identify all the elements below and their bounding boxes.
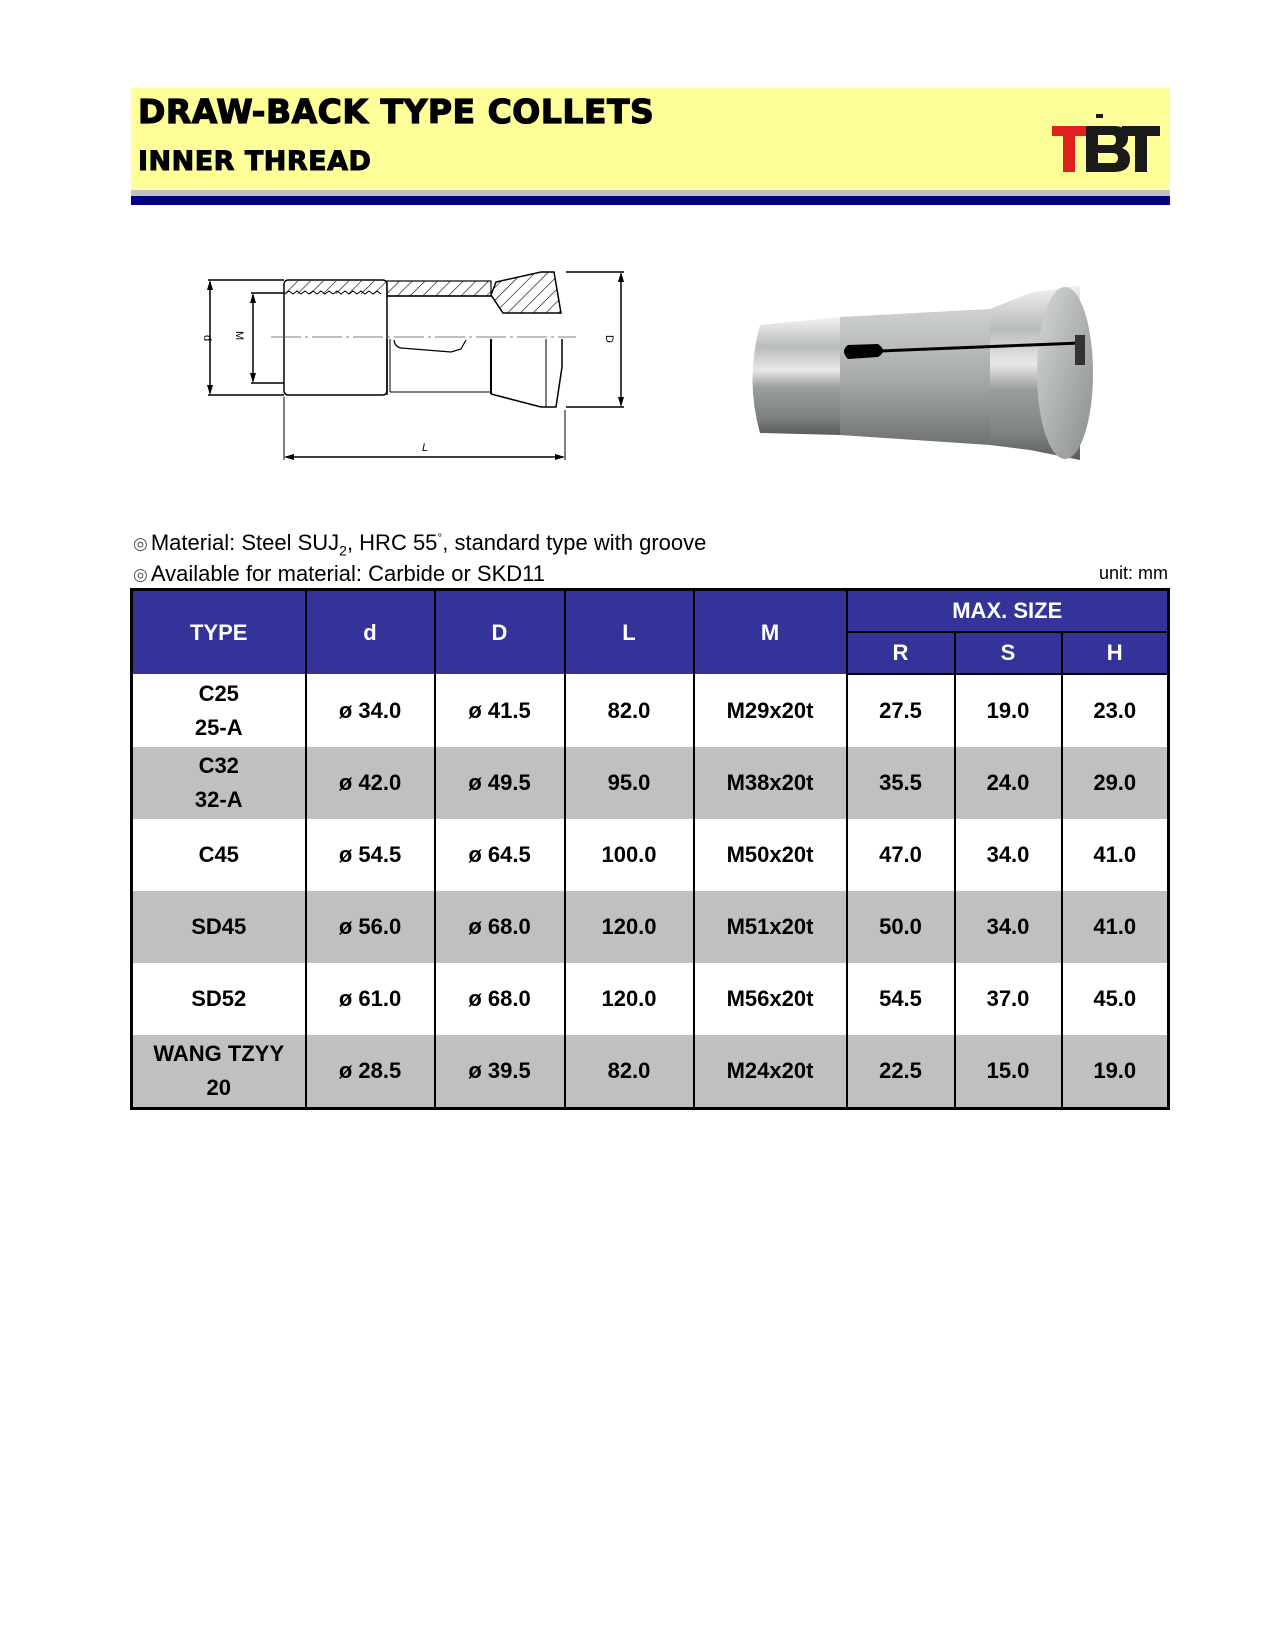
col-header-d: d xyxy=(306,590,435,675)
col-header-type: TYPE xyxy=(132,590,306,675)
dimension-m-label: M xyxy=(233,331,245,341)
cell-d: ø 56.0 xyxy=(306,891,435,963)
cell-type: C32 32-A xyxy=(132,747,306,819)
cell-L: 120.0 xyxy=(565,891,694,963)
cell-d: ø 54.5 xyxy=(306,819,435,891)
collet-spec-table xyxy=(130,588,1170,1110)
hardness-text: , HRC 55 xyxy=(346,530,438,555)
cell-d: ø 61.0 xyxy=(306,963,435,1035)
cell-type: C25 25-A xyxy=(132,674,306,747)
logo-text: TBT xyxy=(1052,112,1054,113)
cell-L: 95.0 xyxy=(565,747,694,819)
cell-L: 82.0 xyxy=(565,1035,694,1109)
cell-R: 50.0 xyxy=(847,891,955,963)
unit-label: unit: mm xyxy=(1098,563,1168,583)
cell-M: M51x20t xyxy=(694,891,847,963)
cell-R: 27.5 xyxy=(847,674,955,747)
cell-M: M24x20t xyxy=(694,1035,847,1109)
cell-H: 41.0 xyxy=(1062,891,1169,963)
collet-product-photo xyxy=(740,285,1120,460)
cell-D: ø 39.5 xyxy=(435,1035,565,1109)
photo-rear-cylinder xyxy=(753,317,841,435)
photo-face xyxy=(1037,287,1093,459)
cell-D: ø 49.5 xyxy=(435,747,565,819)
cell-type: C45 xyxy=(132,819,306,891)
double-circle-bullet-icon: ◎ xyxy=(133,565,148,584)
cell-type: SD52 xyxy=(132,963,306,1035)
col-header-D: D xyxy=(435,590,565,675)
page-subtitle: INNER THREAD xyxy=(138,146,372,177)
col-header-max-size: MAX. SIZE xyxy=(847,590,1169,633)
collet-technical-drawing xyxy=(196,255,666,480)
cell-D: ø 41.5 xyxy=(435,674,565,747)
cell-S: 15.0 xyxy=(955,1035,1062,1109)
table-row xyxy=(132,1035,1169,1109)
material-note xyxy=(133,530,706,558)
cell-type: WANG TZYY 20 xyxy=(132,1035,306,1109)
cell-D: ø 68.0 xyxy=(435,891,565,963)
col-header-H: H xyxy=(1062,632,1169,674)
cell-S: 34.0 xyxy=(955,891,1062,963)
table-row xyxy=(132,891,1169,963)
availability-note xyxy=(133,561,545,587)
cell-d: ø 42.0 xyxy=(306,747,435,819)
table-row xyxy=(132,747,1169,819)
cell-D: ø 64.5 xyxy=(435,819,565,891)
dimension-L-label: L xyxy=(422,442,429,454)
dimension-d-label: d xyxy=(201,335,213,342)
material-subscript: 2 xyxy=(339,542,347,559)
material-text: Material: Steel SUJ xyxy=(150,530,340,555)
cell-d: ø 34.0 xyxy=(306,674,435,747)
cell-S: 19.0 xyxy=(955,674,1062,747)
cell-R: 35.5 xyxy=(847,747,955,819)
cell-S: 24.0 xyxy=(955,747,1062,819)
cell-M: M56x20t xyxy=(694,963,847,1035)
photo-body xyxy=(840,309,990,445)
cell-H: 45.0 xyxy=(1062,963,1169,1035)
photo-slot xyxy=(844,344,883,359)
cell-M: M50x20t xyxy=(694,819,847,891)
cell-d: ø 28.5 xyxy=(306,1035,435,1109)
cell-H: 41.0 xyxy=(1062,819,1169,891)
cell-L: 120.0 xyxy=(565,963,694,1035)
cell-M: M29x20t xyxy=(694,674,847,747)
col-header-M: M xyxy=(694,590,847,675)
availability-text: Available for material: Carbide or SKD11 xyxy=(150,561,545,586)
cell-H: 23.0 xyxy=(1062,674,1169,747)
table-row xyxy=(132,963,1169,1035)
cell-L: 100.0 xyxy=(565,819,694,891)
cell-H: 29.0 xyxy=(1062,747,1169,819)
cell-R: 54.5 xyxy=(847,963,955,1035)
table-row xyxy=(132,819,1169,891)
logo-dot xyxy=(1096,114,1103,118)
header-rule-navy xyxy=(131,196,1170,205)
cell-S: 37.0 xyxy=(955,963,1062,1035)
cell-type: SD45 xyxy=(132,891,306,963)
logo-t-stem xyxy=(1063,126,1075,172)
degree-sign: ° xyxy=(437,530,443,545)
material-suffix: , standard type with groove xyxy=(442,530,707,555)
cell-S: 34.0 xyxy=(955,819,1062,891)
page-title: DRAW-BACK TYPE COLLETS xyxy=(138,92,655,131)
cell-L: 82.0 xyxy=(565,674,694,747)
dimension-D-label: D xyxy=(603,335,615,343)
cell-R: 22.5 xyxy=(847,1035,955,1109)
tbt-logo xyxy=(1052,112,1162,176)
cell-R: 47.0 xyxy=(847,819,955,891)
double-circle-bullet-icon: ◎ xyxy=(133,534,148,553)
table-row xyxy=(132,674,1169,747)
cell-D: ø 68.0 xyxy=(435,963,565,1035)
cell-H: 19.0 xyxy=(1062,1035,1169,1109)
logo-t2-stem xyxy=(1135,126,1147,172)
col-header-L: L xyxy=(565,590,694,675)
col-header-S: S xyxy=(955,632,1062,674)
col-header-R: R xyxy=(847,632,955,674)
cell-M: M38x20t xyxy=(694,747,847,819)
